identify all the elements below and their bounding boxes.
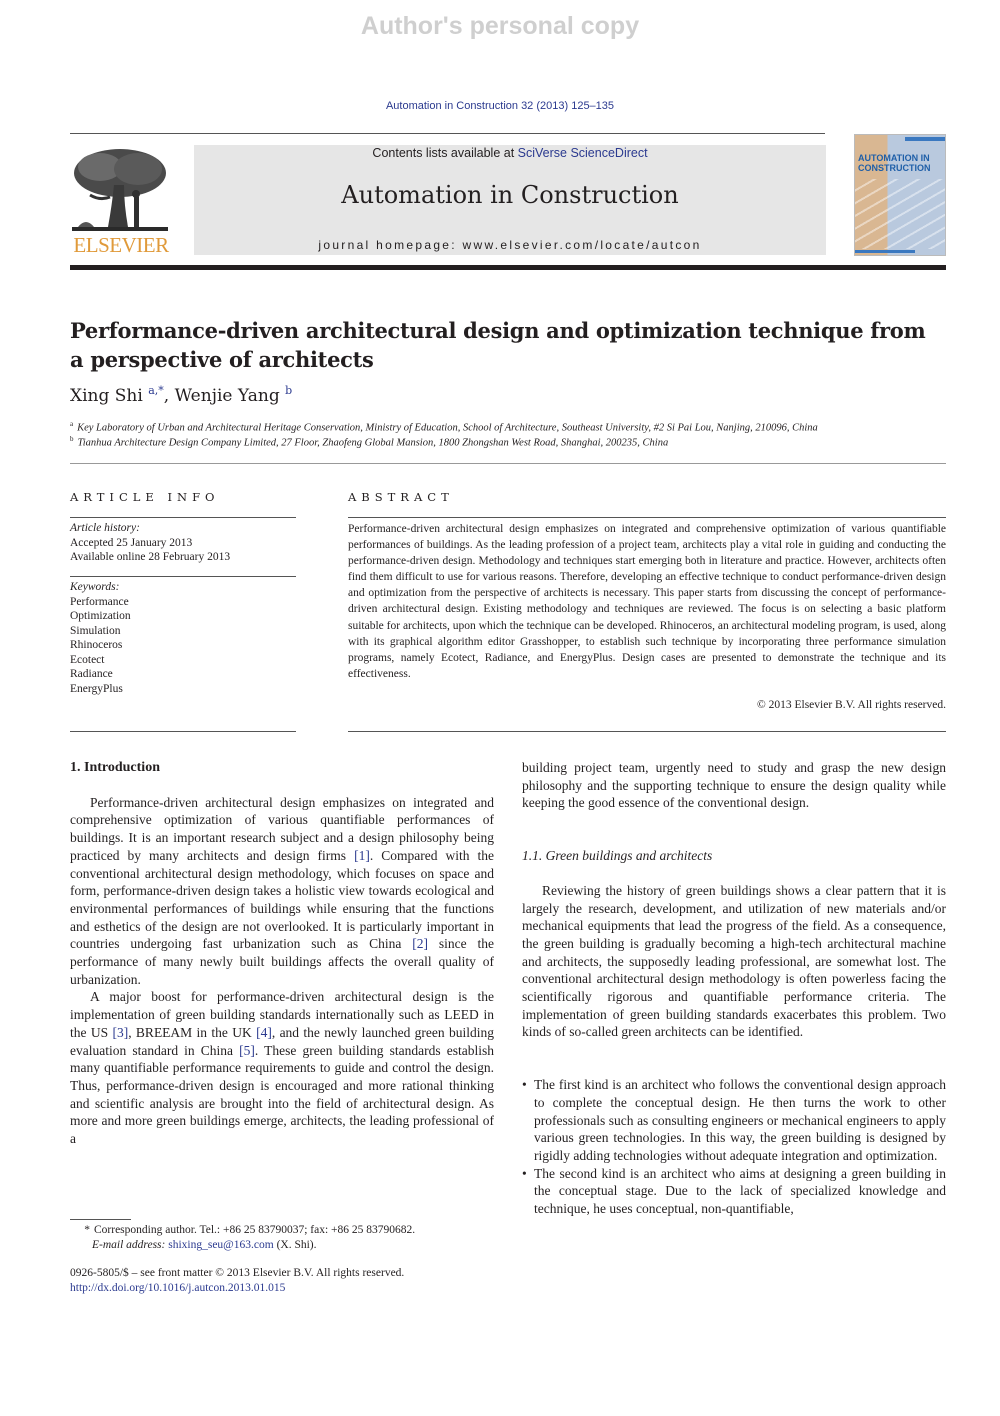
contents-line xyxy=(194,146,826,160)
journal-homepage-link[interactable]: journal homepage: www.elsevier.com/locate/autcon xyxy=(318,238,702,252)
paragraph xyxy=(70,988,494,1147)
corresponding-author-text: Corresponding author. Tel.: +86 25 83790037; fax: +86 25 83790682. xyxy=(94,1224,416,1236)
contents-prefix: Contents lists available at xyxy=(372,146,518,160)
author-affiliation-marker[interactable]: b xyxy=(285,384,293,397)
citation-link[interactable]: [2] xyxy=(412,936,428,952)
cover-graphic xyxy=(855,179,946,249)
list-item xyxy=(522,1076,946,1165)
keywords xyxy=(70,580,296,696)
author-separator: , xyxy=(163,386,175,406)
keyword: Performance xyxy=(70,595,129,608)
keyword: Rhinoceros xyxy=(70,639,123,651)
divider xyxy=(70,576,296,577)
journal-title: Automation in Construction xyxy=(341,181,679,209)
bullet-icon: • xyxy=(522,1165,527,1181)
abstract-text: Performance-driven architectural design emphasizes on integrated and comprehensive optimization of various quantifiable performances of buildings. As the leading profession of a project team, architects play a vital role in guiding and conducting the performance-driven design. Methodology and techniques start emerging both in literature and practice. However, architects often find them difficult to use for various reasons. Therefore, developing an effective technique to conduct performance-driven design and optimization from the perspective of architects is necessary. This paper starts from discussing the concept of performance-driven architectural design. Existing methodology and techniques are reviewed. The focus is on selecting a basic platform suitable for architects, upon which the technique can be developed. Rhinoceros, an architectural modeling program, is used, along with its graphical algorithm editor Grasshopper, to establish such technique by incorporating three performance simulation programs, namely Ecotect, Radiance, and EnergyPlus. Design cases are presented to demonstrate the technique and its effectiveness. xyxy=(348,523,946,680)
author-name: Wenjie Yang xyxy=(174,386,280,406)
author-affiliation-marker[interactable]: a,* xyxy=(148,384,164,397)
divider xyxy=(348,731,946,732)
affiliation-text: Key Laboratory of Urban and Architectural Heritage Conservation, Ministry of Education, School of Architecture, Southeast University, #2 Si Pai Lou, Nanjing, 210096, China xyxy=(77,422,818,434)
issn-line: 0926-5805/$ – see front matter © 2013 Elsevier B.V. All rights reserved. xyxy=(70,1267,405,1279)
keywords-label: Keywords: xyxy=(70,581,120,593)
journal-reference-link[interactable]: Automation in Construction 32 (2013) 125–135 xyxy=(385,100,615,112)
citation-link[interactable]: [4] xyxy=(256,1024,272,1040)
keyword: Ecotect xyxy=(70,653,105,666)
paragraph: Reviewing the history of green buildings shows a clear pattern that it is largely the research, development, and utilization of new materials and/or mechanical equipments that lead the progress of the field. As a consequence, the green building is gradually becoming a high-tech architectural machine and architects, the supposedly leading professional, are somewhat lost. The conventional architectural design methodology is often powerless facing the scientifically rigorous and quantifiable performance criteria. The implementation of green building standards exacerbates this problem. Two kinds of so-called green architects can be identified. xyxy=(522,882,946,1040)
history-accepted: Accepted 25 January 2013 xyxy=(70,536,193,549)
text-run: Performance-driven architectural design emphasizes on integrated and comprehensive optimization of various quantifiable performances of buildings. It is an important research subject and a design philosophy being practiced by many architects and design firms xyxy=(70,794,494,863)
bullet-icon: • xyxy=(522,1077,527,1093)
elsevier-logo[interactable] xyxy=(70,145,172,257)
affiliation-a xyxy=(70,420,950,434)
footnote-divider xyxy=(70,1219,131,1220)
text-run: . These green building standards establish many quantifiable performance requirements to guide and control the design. Thus, performance-driven design is encouraged and more rational thinking and scientific analysis are brought into the field of architectural design. As more and more green buildings emerge, architects, the leading professional of a xyxy=(70,1042,494,1147)
citation-link[interactable]: [1] xyxy=(354,847,370,863)
article-info-heading: ARTICLE INFO xyxy=(70,490,220,504)
affiliation-divider xyxy=(70,463,946,464)
cover-title: AUTOMATION IN CONSTRUCTION xyxy=(858,153,931,173)
history-label: Article history: xyxy=(70,522,140,534)
affiliation-mark: b xyxy=(70,435,74,443)
section-heading: 1. Introduction xyxy=(70,760,160,775)
email-link[interactable]: shixing_seu@163.com xyxy=(168,1238,274,1251)
doi-link[interactable]: http://dx.doi.org/10.1016/j.autcon.2013.01.015 xyxy=(70,1282,286,1294)
elsevier-tree-icon xyxy=(70,145,170,233)
footnote-marker: * xyxy=(84,1224,90,1236)
citation-link[interactable]: [5] xyxy=(239,1042,255,1058)
keyword: EnergyPlus xyxy=(70,682,123,695)
history-online: Available online 28 February 2013 xyxy=(70,551,231,563)
cover-top-bar xyxy=(905,137,945,141)
top-divider xyxy=(70,133,825,134)
sciencedirect-link[interactable]: SciVerse ScienceDirect xyxy=(517,146,648,160)
email-label: E-mail address: xyxy=(92,1238,166,1251)
abstract-copyright: © 2013 Elsevier B.V. All rights reserved. xyxy=(757,699,946,711)
email-suffix: (X. Shi). xyxy=(273,1238,317,1251)
text-run: . Compared with the conventional architectural design methodology, which focuses on space and form, performance-driven design takes a holistic view towards ecological and environmental performances of buildings while ensuring that the functions and esthetics of the design are not overlooked. It is particularly important in countries undergoing fast urbanization such as China xyxy=(70,847,494,952)
journal-banner xyxy=(194,145,826,255)
paragraph xyxy=(70,794,494,989)
body-column-left xyxy=(70,759,494,1148)
author-name: Xing Shi xyxy=(70,386,143,406)
text-run: , BREEAM in the UK xyxy=(128,1024,257,1040)
elsevier-wordmark: ELSEVIER xyxy=(73,233,169,257)
article-history xyxy=(70,521,296,565)
subsection-heading: 1.1. Green buildings and architects xyxy=(522,848,713,864)
article-title: Performance-driven architectural design and optimization technique from a perspective of architects xyxy=(70,318,926,372)
abstract-heading: ABSTRACT xyxy=(348,490,454,504)
cover-bottom-bar xyxy=(855,250,915,253)
list-item-text: The first kind is an architect who follows the conventional design approach to complete the conceptual design. He then turns the work to other professionals such as consulting engineers or mechanical engineers to apply various green technologies. In this way, the green building is designed by rigidly adding technologies without adequate integration and optimization. xyxy=(534,1077,946,1163)
text-run: , and the newly launched green building evaluation standard in China xyxy=(70,1024,495,1058)
body-column-right xyxy=(522,759,946,1218)
divider xyxy=(70,731,296,732)
text-run: since the performance of many newly built buildings affects the overall quality of urbanization. xyxy=(70,936,494,987)
list-item xyxy=(522,1165,946,1218)
citation-link[interactable]: [3] xyxy=(112,1024,129,1040)
affiliation-b xyxy=(70,435,950,449)
keyword: Optimization xyxy=(70,610,131,622)
corresponding-author-footnote xyxy=(70,1223,494,1252)
keyword: Simulation xyxy=(70,624,121,637)
divider xyxy=(70,517,296,518)
journal-cover-thumbnail[interactable] xyxy=(854,134,946,256)
affiliation-text: Tianhua Architecture Design Company Limited, 27 Floor, Zhaofeng Global Mansion, 1800 Zhongshan West Road, Shanghai, 200235, China xyxy=(77,437,669,449)
divider xyxy=(348,517,946,518)
keyword: Radiance xyxy=(70,668,113,680)
bullet-list xyxy=(522,1076,946,1218)
author-list xyxy=(70,386,292,406)
watermark: Author's personal copy xyxy=(360,12,640,40)
header-thick-divider xyxy=(70,265,946,270)
text-run: A major boost for performance-driven architectural design is the implementation of green building standards internationally such as LEED in the US xyxy=(70,989,494,1040)
front-matter xyxy=(70,1266,570,1296)
affiliation-mark: a xyxy=(70,420,74,428)
list-item-text: The second kind is an architect who aims at designing a green building in the conceptual stage. Due to the lack of specialized knowledge and technique, he uses conceptual, non-quantifiable, xyxy=(534,1165,946,1217)
paragraph-continued: building project team, urgently need to study and grasp the new design philosophy and the supporting technique to ensure the design quality while keeping the good essence of the conventional design. xyxy=(522,760,946,811)
